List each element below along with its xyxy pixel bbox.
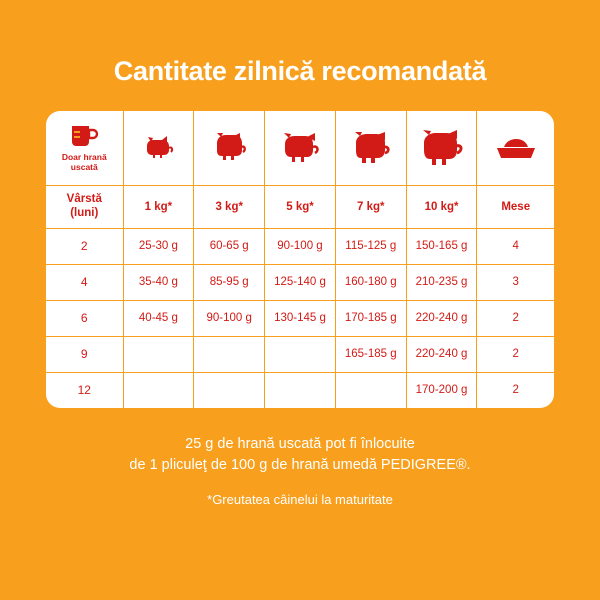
cell-1kg: 25-30 g (123, 228, 194, 264)
table-row (46, 264, 554, 300)
dog-bulldog-cell (335, 111, 406, 186)
cell-1kg: 35-40 g (123, 264, 194, 300)
header-weight-1kg: 1 kg* (123, 185, 194, 228)
cell-1kg: 40-45 g (123, 300, 194, 336)
header-weight-5kg: 5 kg* (265, 185, 336, 228)
feeding-guide-table-card (46, 111, 554, 408)
cell-3kg: 60-65 g (194, 228, 265, 264)
cell-3kg (194, 372, 265, 408)
footer-note (0, 434, 600, 507)
dog-terrier-cell (194, 111, 265, 186)
cell-meals: 2 (477, 300, 554, 336)
cell-5kg: 130-145 g (265, 300, 336, 336)
header-weight-7kg: 7 kg* (335, 185, 406, 228)
cell-10kg: 210-235 g (406, 264, 477, 300)
cell-7kg: 165-185 g (335, 336, 406, 372)
cell-10kg: 150-165 g (406, 228, 477, 264)
dry-food-label (62, 153, 107, 173)
cell-10kg: 220-240 g (406, 300, 477, 336)
feeding-guide-table (46, 111, 554, 408)
header-meals: Mese (477, 185, 554, 228)
dog-large-cell (406, 111, 477, 186)
cell-3kg (194, 336, 265, 372)
header-weight-10kg: 10 kg* (406, 185, 477, 228)
cell-meals: 3 (477, 264, 554, 300)
cell-5kg: 90-100 g (265, 228, 336, 264)
table-row (46, 336, 554, 372)
header-weight-3kg: 3 kg* (194, 185, 265, 228)
cell-10kg: 170-200 g (406, 372, 477, 408)
dog-small-cell (123, 111, 194, 186)
table-row (46, 228, 554, 264)
footer-line-2: de 1 pliculeţ de 100 g de hrană umedă PEDIGREE®. (129, 456, 471, 473)
header-age-line2: (luni) (70, 206, 99, 219)
cell-meals: 2 (477, 372, 554, 408)
cell-1kg (123, 336, 194, 372)
header-age-line1: Vârstă (66, 193, 102, 206)
table-row (46, 300, 554, 336)
cell-age: 9 (46, 336, 123, 372)
dog-large-icon (416, 129, 468, 167)
header-age (46, 185, 123, 228)
cell-7kg: 115-125 g (335, 228, 406, 264)
cell-age: 2 (46, 228, 123, 264)
page-title: Cantitate zilnică recomandată (113, 56, 487, 86)
dog-bulldog-icon (348, 130, 394, 166)
dry-food-label-line1: Doar hrană (61, 152, 107, 163)
food-bowl-icon (494, 134, 538, 162)
icon-header-row (46, 111, 554, 186)
cell-5kg: 125-140 g (265, 264, 336, 300)
cell-7kg: 160-180 g (335, 264, 406, 300)
dog-medium-icon (277, 131, 323, 165)
food-bowl-cell (477, 111, 554, 186)
cell-meals: 4 (477, 228, 554, 264)
column-header-row (46, 185, 554, 228)
dog-medium-cell (265, 111, 336, 186)
cell-age: 4 (46, 264, 123, 300)
dry-food-cell (46, 111, 123, 186)
cell-5kg (265, 372, 336, 408)
cell-3kg: 85-95 g (194, 264, 265, 300)
cell-5kg (265, 336, 336, 372)
cell-10kg: 220-240 g (406, 336, 477, 372)
cell-meals: 2 (477, 336, 554, 372)
footer-asterisk-note: *Greutatea câinelui la maturitate (207, 491, 393, 507)
dry-food-label-line2: uscată (70, 162, 98, 173)
cell-7kg (335, 372, 406, 408)
cell-7kg: 170-185 g (335, 300, 406, 336)
cell-3kg: 90-100 g (194, 300, 265, 336)
dog-terrier-icon (208, 131, 250, 165)
cell-age: 12 (46, 372, 123, 408)
footer-line-1: 25 g de hrană uscată pot fi înlocuite (185, 435, 415, 452)
measuring-cup-icon (69, 122, 99, 150)
cell-age: 6 (46, 300, 123, 336)
cell-1kg (123, 372, 194, 408)
dog-small-icon (140, 133, 176, 163)
table-row (46, 372, 554, 408)
